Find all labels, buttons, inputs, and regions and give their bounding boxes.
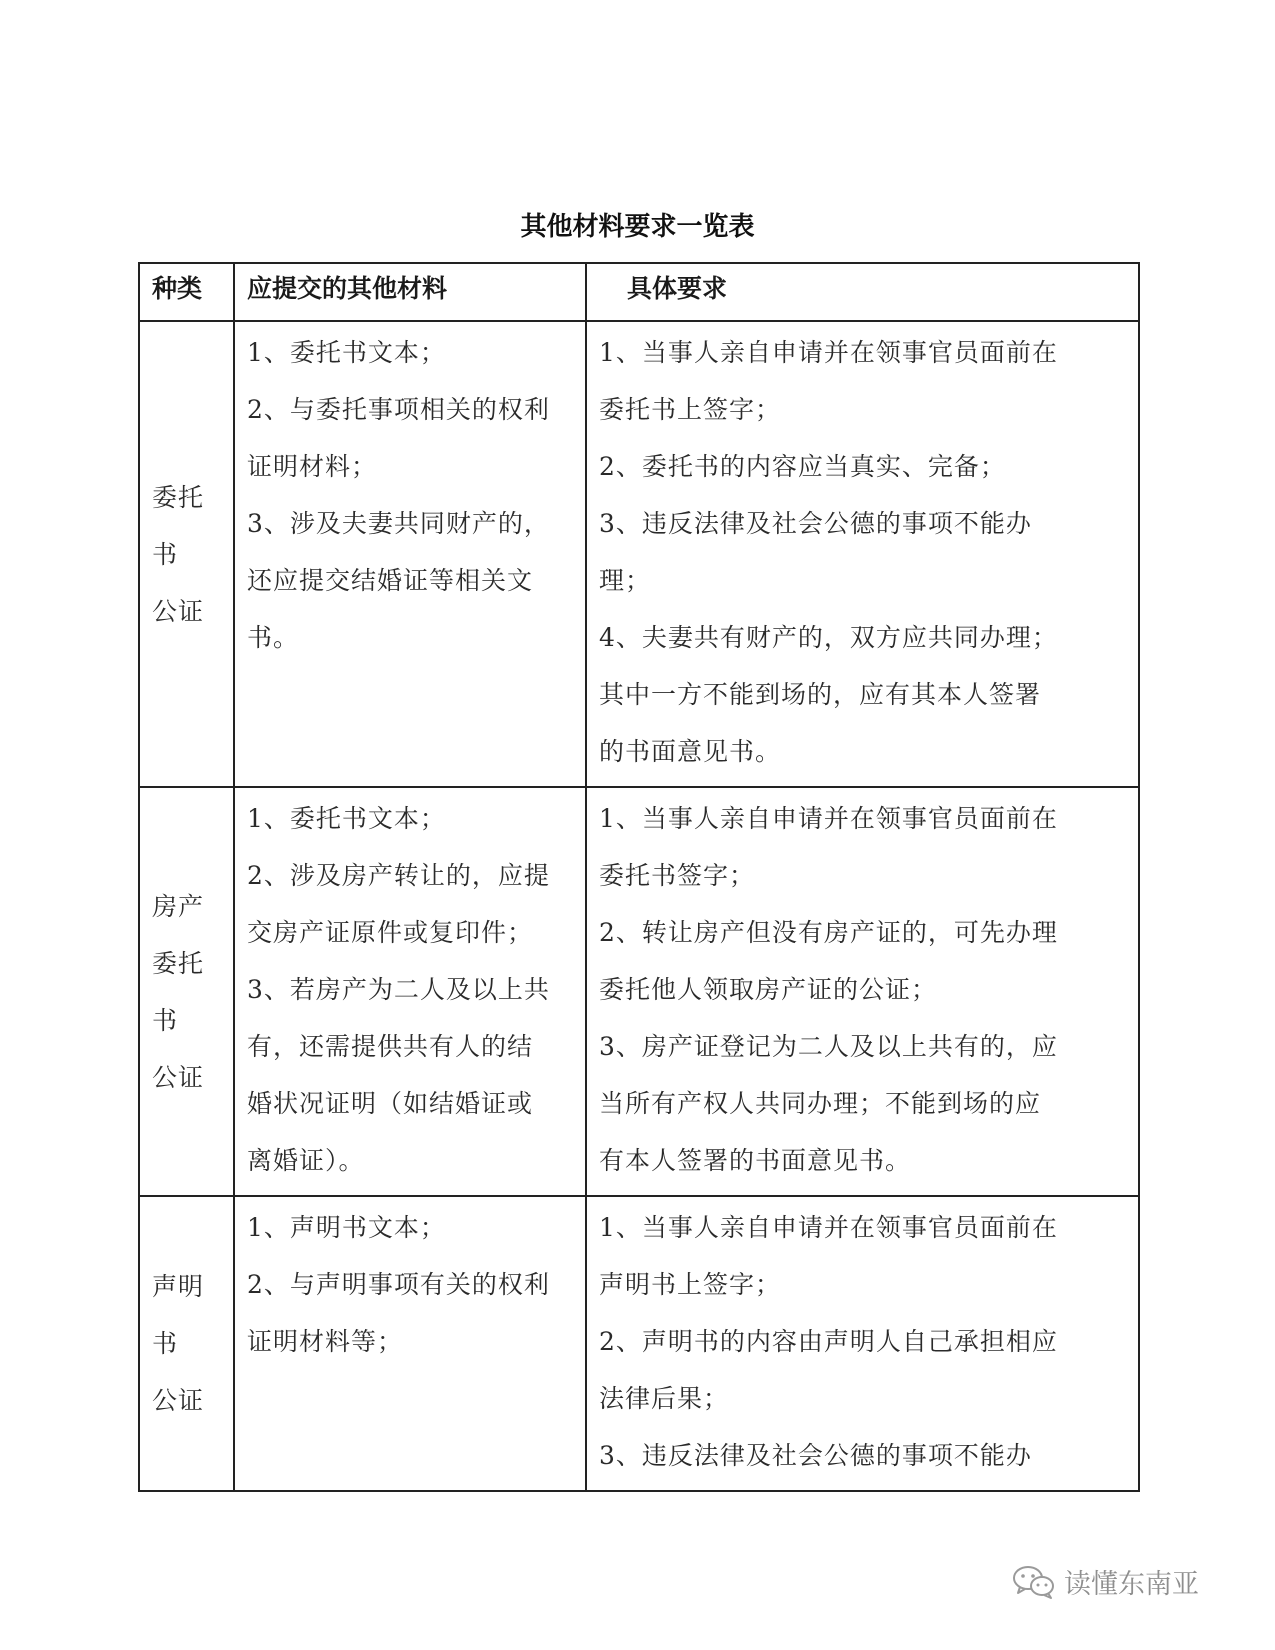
requirement-line: 2、转让房产但没有房产证的，可先办理 <box>599 918 1058 947</box>
requirements-cell <box>586 1196 1139 1491</box>
material-line: 还应提交结婚证等相关文 <box>247 566 534 595</box>
material-line: 1、声明书文本； <box>247 1213 446 1242</box>
requirements-cell <box>586 321 1139 787</box>
requirement-line: 2、声明书的内容由声明人自己承担相应 <box>599 1327 1058 1356</box>
material-line: 交房产证原件或复印件； <box>247 918 534 947</box>
table-header-row <box>139 263 1139 321</box>
wechat-icon <box>1012 1564 1056 1600</box>
requirement-line: 的书面意见书。 <box>599 737 782 766</box>
material-line: 2、与委托事项相关的权利 <box>247 395 550 424</box>
type-cell <box>139 787 234 1196</box>
requirement-line: 1、当事人亲自申请并在领事官员面前在 <box>599 1213 1058 1242</box>
type-line: 声明 <box>152 1272 205 1301</box>
requirement-line: 委托书上签字； <box>599 395 782 424</box>
material-line: 婚状况证明（如结婚证或 <box>247 1089 534 1118</box>
table-row <box>139 1196 1139 1491</box>
material-line: 3、若房产为二人及以上共 <box>247 975 550 1004</box>
type-line: 委托 <box>152 482 205 512</box>
type-line: 公证 <box>152 1062 205 1092</box>
table-row <box>139 321 1139 787</box>
type-cell <box>139 321 234 787</box>
requirement-line: 委托他人领取房产证的公证； <box>599 975 938 1004</box>
type-line: 书 <box>152 1329 179 1358</box>
requirement-line: 法律后果； <box>599 1384 730 1413</box>
requirement-line: 3、违反法律及社会公德的事项不能办 <box>599 1441 1032 1470</box>
requirement-line: 3、违反法律及社会公德的事项不能办 <box>599 509 1032 538</box>
type-line: 公证 <box>152 596 205 626</box>
material-line: 离婚证）。 <box>247 1146 365 1175</box>
type-line: 公证 <box>152 1386 205 1415</box>
requirements-cell <box>586 787 1139 1196</box>
material-line: 1、委托书文本； <box>247 804 446 833</box>
type-cell <box>139 1196 234 1491</box>
requirement-line: 有本人签署的书面意见书。 <box>599 1146 912 1175</box>
header-materials: 应提交的其他材料 <box>234 263 586 321</box>
requirement-line: 2、委托书的内容应当真实、完备； <box>599 452 1006 481</box>
requirement-line: 声明书上签字； <box>599 1270 782 1299</box>
type-line: 书 <box>152 1005 179 1035</box>
material-line: 证明材料等； <box>247 1327 404 1356</box>
material-line: 有，还需提供共有人的结 <box>247 1032 534 1061</box>
requirement-line: 当所有产权人共同办理；不能到场的应 <box>599 1089 1042 1118</box>
material-line: 书。 <box>247 623 300 652</box>
requirement-line: 4、夫妻共有财产的，双方应共同办理； <box>599 623 1058 652</box>
document-title: 其他材料要求一览表 <box>520 212 755 242</box>
material-line: 2、涉及房产转让的，应提 <box>247 861 550 890</box>
type-line: 房产 <box>152 891 205 921</box>
requirement-line: 委托书签字； <box>599 861 756 890</box>
header-type: 种类 <box>139 263 234 321</box>
material-line: 1、委托书文本； <box>247 338 446 367</box>
materials-table <box>138 262 1140 1492</box>
header-requirements: 具体要求 <box>586 263 1139 321</box>
requirement-line: 理； <box>599 566 652 595</box>
requirement-line: 3、房产证登记为二人及以上共有的，应 <box>599 1032 1058 1061</box>
materials-cell <box>234 1196 586 1491</box>
requirement-line: 其中一方不能到场的，应有其本人签署 <box>599 680 1042 709</box>
materials-cell <box>234 321 586 787</box>
watermark <box>1012 1562 1199 1601</box>
material-line: 证明材料； <box>247 452 378 481</box>
requirement-line: 1、当事人亲自申请并在领事官员面前在 <box>599 804 1058 833</box>
type-line: 书 <box>152 539 179 569</box>
material-line: 3、涉及夫妻共同财产的， <box>247 509 550 538</box>
requirement-line: 1、当事人亲自申请并在领事官员面前在 <box>599 338 1058 367</box>
table-row <box>139 787 1139 1196</box>
materials-cell <box>234 787 586 1196</box>
watermark-text: 读懂东南亚 <box>1064 1569 1199 1600</box>
type-line: 委托 <box>152 948 205 978</box>
material-line: 2、与声明事项有关的权利 <box>247 1270 550 1299</box>
